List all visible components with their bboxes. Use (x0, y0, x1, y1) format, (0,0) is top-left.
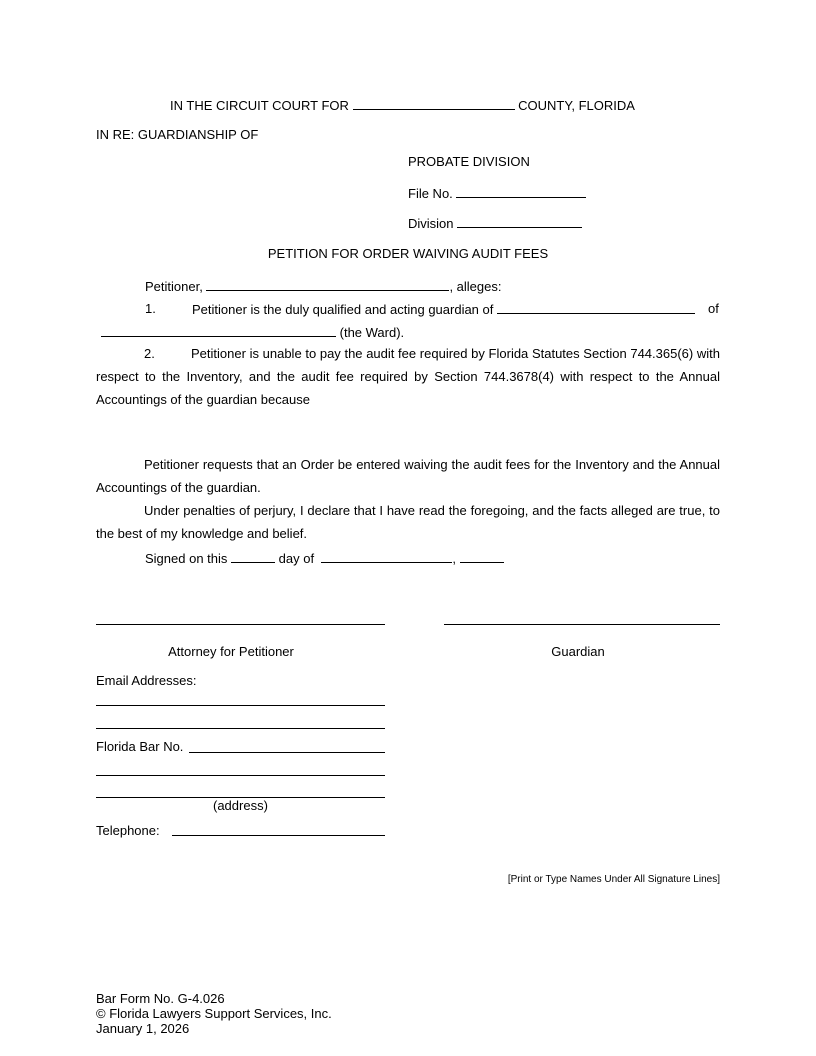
item1-ward: (the Ward). (339, 325, 405, 340)
address-label: (address) (213, 798, 268, 813)
guardian-of-blank (497, 302, 695, 314)
file-no-label: File No. (408, 186, 453, 201)
signed-prefix: Signed on this (145, 551, 228, 566)
petitioner-blank (206, 279, 449, 291)
request-text: Petitioner requests that an Order be entered waiving the audit fees for the Inventory and the Annual Accountings of the guardian. (96, 457, 720, 495)
attorney-signature-line (96, 624, 385, 625)
item2-text: Petitioner is unable to pay the audit fee required by Florida Statutes Section 744.365(6) with respect to the Inventory, and the audit fee required by Section 744.3678(4) with respect to the Annual Accountings of the guardian because (96, 346, 720, 407)
form-date: January 1, 2026 (96, 1021, 190, 1036)
signed-year-blank (460, 551, 504, 563)
attorney-label: Attorney for Petitioner (168, 644, 294, 659)
guardian-signature-line (444, 624, 720, 625)
file-no-line (408, 186, 586, 200)
division-line (408, 216, 582, 230)
division-label: Division (408, 216, 454, 231)
email-line-2 (96, 728, 385, 729)
perjury-paragraph (96, 499, 720, 545)
address-line-1 (96, 775, 385, 776)
item1-line (192, 302, 695, 316)
petitioner-suffix: , alleges: (449, 279, 502, 294)
county-blank (353, 98, 515, 110)
ward-blank (101, 325, 336, 337)
print-note: [Print or Type Names Under All Signature Lines] (507, 874, 720, 885)
request-paragraph (96, 453, 720, 499)
file-no-blank (456, 186, 586, 198)
copyright: © Florida Lawyers Support Services, Inc. (96, 1006, 332, 1021)
telephone-label: Telephone: (96, 823, 160, 838)
signed-line (145, 551, 504, 565)
email-line-1 (96, 705, 385, 706)
court-prefix: IN THE CIRCUIT COURT FOR (170, 98, 349, 113)
petitioner-line (145, 279, 502, 293)
court-heading (170, 98, 635, 112)
ward-line (101, 325, 404, 339)
item2-paragraph (96, 342, 720, 411)
form-number: Bar Form No. G-4.026 (96, 991, 225, 1006)
in-re-line: IN RE: GUARDIANSHIP OF (96, 127, 259, 142)
email-label: Email Addresses: (96, 673, 197, 688)
bar-no-label: Florida Bar No. (96, 739, 184, 754)
item1-of: of (708, 301, 719, 316)
signed-day-blank (231, 551, 275, 563)
petitioner-prefix: Petitioner, (145, 279, 203, 294)
probate-division: PROBATE DIVISION (408, 154, 530, 169)
signed-month-blank (321, 551, 452, 563)
perjury-text: Under penalties of perjury, I declare that I have read the foregoing, and the facts alleged are true, to the best of my knowledge and belief. (96, 503, 720, 541)
guardian-label: Guardian (551, 644, 605, 659)
division-blank (457, 216, 582, 228)
signed-day-label: day of (278, 551, 315, 566)
document-title: PETITION FOR ORDER WAIVING AUDIT FEES (267, 246, 549, 261)
item1-text: Petitioner is the duly qualified and acting guardian of (192, 302, 494, 317)
item2-number: 2. (144, 346, 155, 361)
item1-number: 1. (145, 301, 156, 316)
court-suffix: COUNTY, FLORIDA (518, 98, 635, 113)
telephone-blank (172, 835, 385, 836)
bar-no-blank (189, 752, 385, 753)
signed-comma: , (452, 551, 456, 566)
